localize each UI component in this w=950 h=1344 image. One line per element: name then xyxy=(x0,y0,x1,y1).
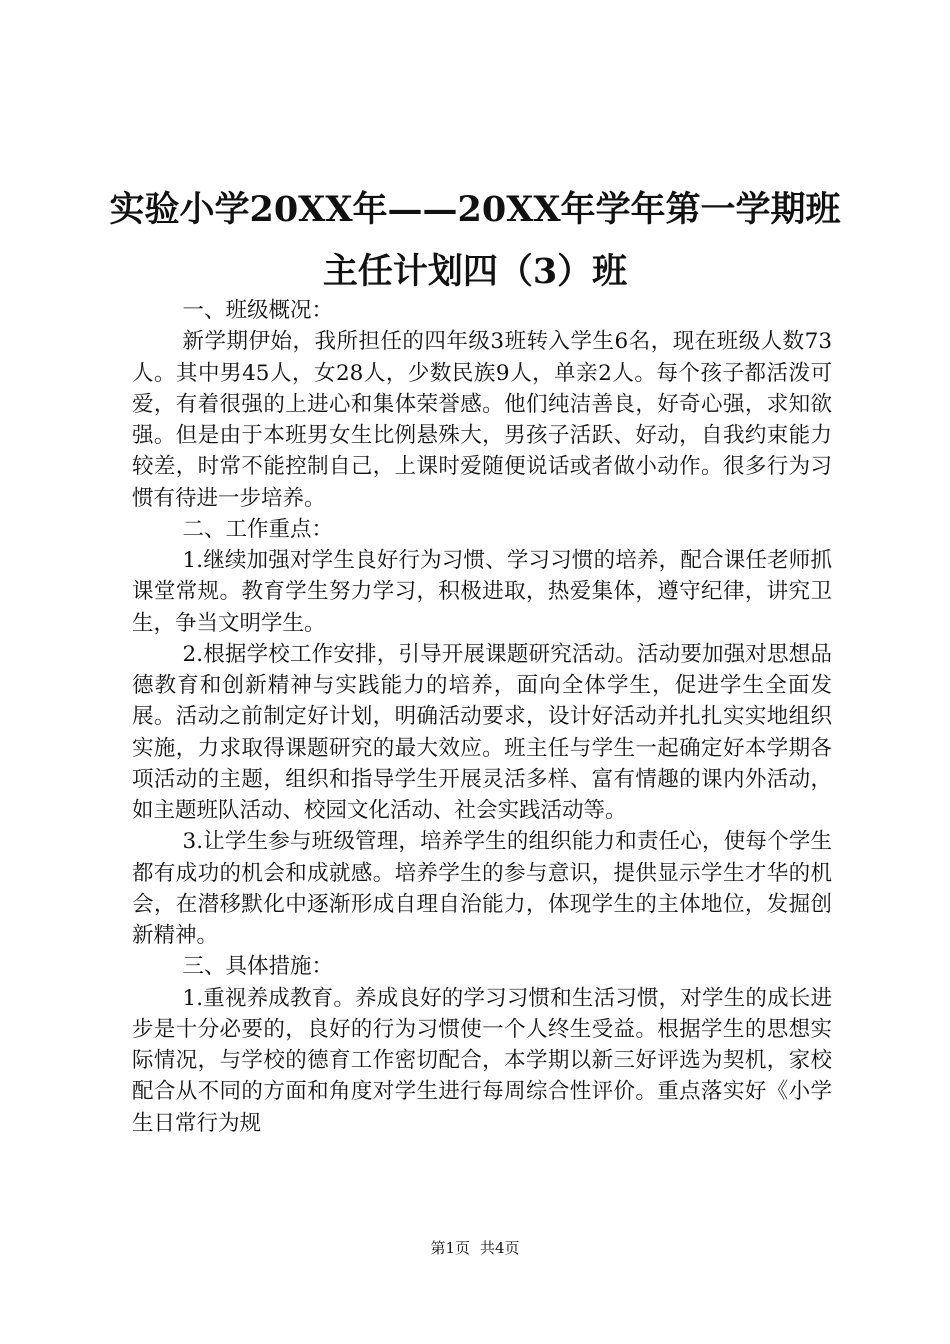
section-heading-class-overview: 一、班级概况： xyxy=(182,298,334,323)
document-body xyxy=(132,295,832,1139)
paragraph-work-focus-1: 1.继续加强对学生良好行为习惯、学习习惯的培养，配合课任老师抓课堂常规。教育学生努力学习，积极进取，热爱集体，遵守纪律，讲究卫生，争当文明学生。 xyxy=(132,548,832,636)
paragraph-work-focus-3: 3.让学生参与班级管理，培养学生的组织能力和责任心，使每个学生都有成功的机会和成就感。培养学生的参与意识，提供显示学生才华的机会，在潜移默化中逐渐形成自理自治能力，体现学生的主体地位，发掘创新精神。 xyxy=(132,829,832,948)
paragraph-measures-1: 1.重视养成教育。养成良好的学习习惯和生活习惯，对学生的成长进步是十分必要的，良好的行为习惯使一个人终生受益。根据学生的思想实际情况，与学校的德育工作密切配合，本学期以新三好评选为契机，家校配合从不同的方面和角度对学生进行每周综合性评价。重点落实好《小学生日常行为规 xyxy=(132,985,832,1136)
paragraph-work-focus-2: 2.根据学校工作安排，引导开展课题研究活动。活动要加强对思想品德教育和创新精神与实践能力的培养，面向全体学生，促进学生全面发展。活动之前制定好计划，明确活动要求，设计好活动并扎扎实实地组织实施，力求取得课题研究的最大效应。班主任与学生一起确定好本学期各项活动的主题，组织和指导学生开展灵活多样、富有情趣的课内外活动，如主题班队活动、校园文化活动、社会实践活动等。 xyxy=(132,641,832,823)
document-title-line-1: 实验小学20XX年——20XX年学年第一学期班 xyxy=(109,189,841,230)
page-footer xyxy=(0,1238,950,1258)
section-heading-measures: 三、具体措施： xyxy=(182,954,334,980)
page-total: 共4页 xyxy=(480,1239,520,1257)
paragraph-class-overview: 新学期伊始，我所担任的四年级3班转入学生6名，现在班级人数73人。其中男45人，女28人，少数民族9人，单亲2人。每个孩子都活泼可爱，有着很强的上进心和集体荣誉感。他们纯洁善良，好奇心强，求知欲强。但是由于本班男女生比例悬殊大，男孩子活跃、好动，自我约束能力较差，时常不能控制自己，上课时爱随便说话或者做小动作。很多行为习惯有待进一步培养。 xyxy=(132,329,832,511)
document-title-line-2: 主任计划四（3）班 xyxy=(322,251,628,292)
page-number: 第1页 xyxy=(430,1239,470,1257)
section-heading-work-focus: 二、工作重点： xyxy=(182,516,334,542)
